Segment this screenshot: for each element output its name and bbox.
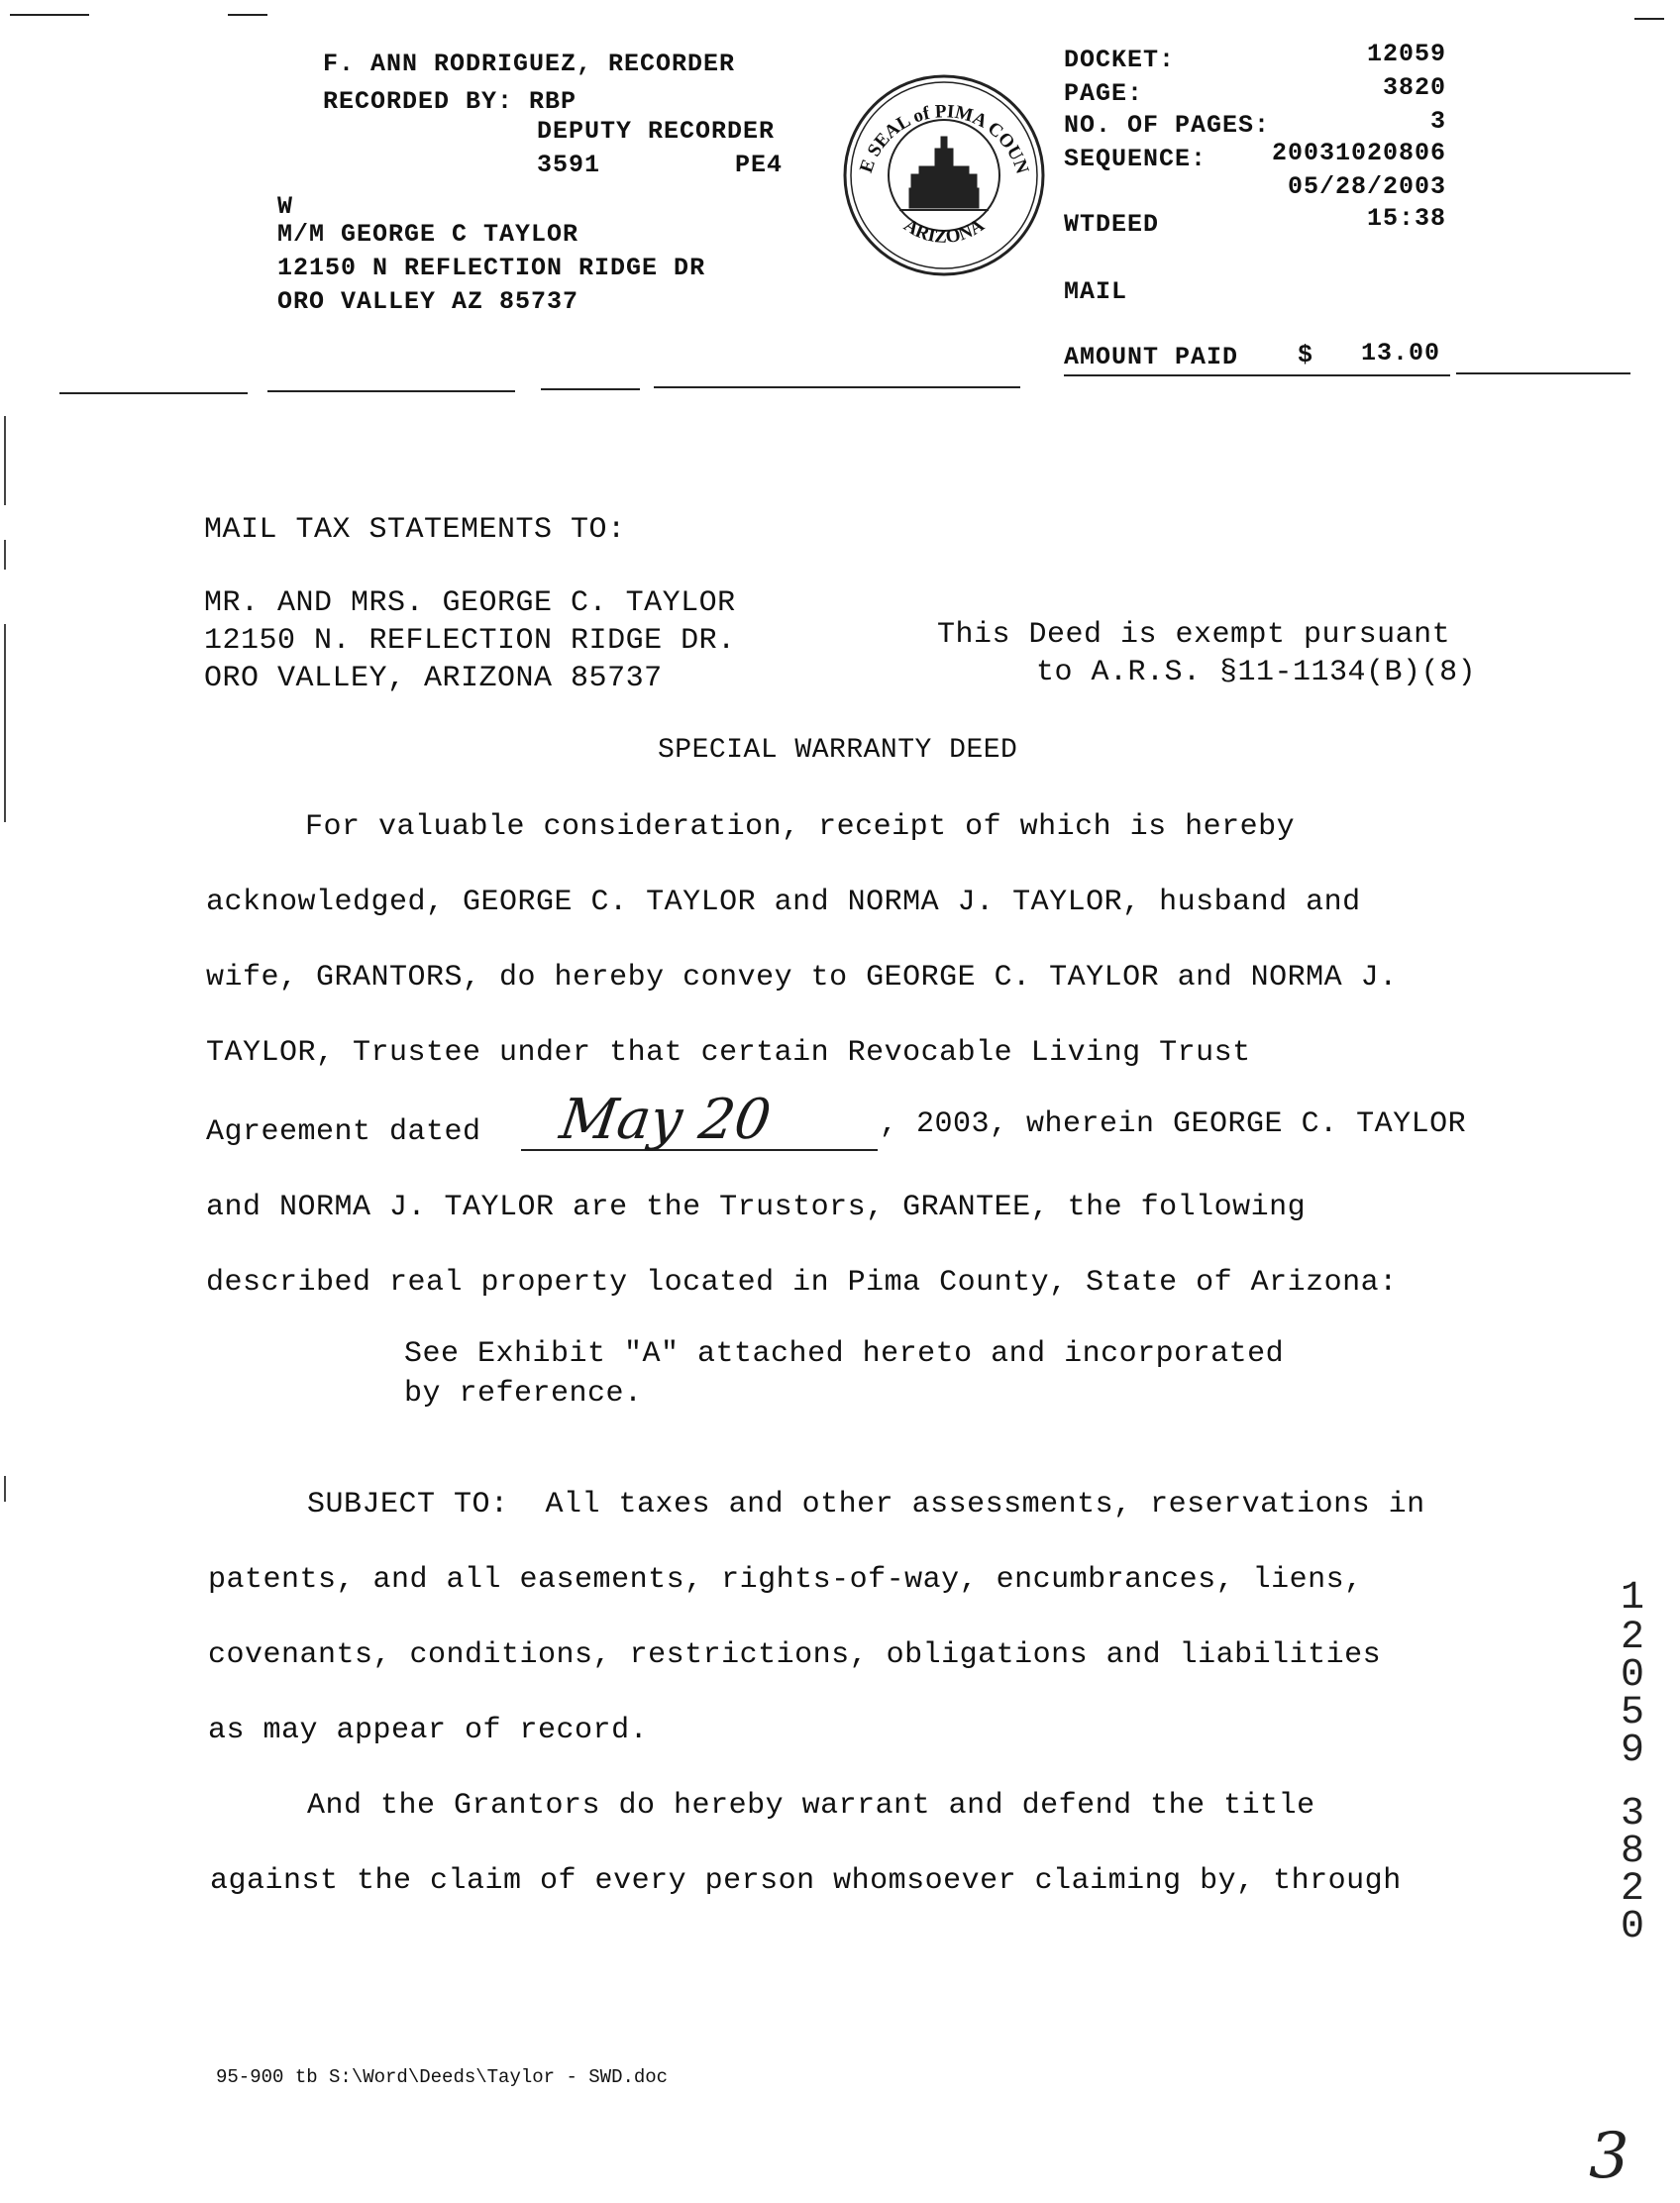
- margin-page-digit: 3: [1621, 1792, 1645, 1836]
- top-scan-rule-1: [10, 14, 89, 16]
- deputy-recorder: DEPUTY RECORDER: [537, 117, 776, 146]
- docket-value: 12059: [1366, 40, 1446, 68]
- subject-line-3: covenants, conditions, restrictions, obligations and liabilities: [208, 1638, 1382, 1672]
- page-number: 3: [1589, 2120, 1629, 2193]
- mail-tax-street: 12150 N. REFLECTION RIDGE DR.: [204, 624, 736, 658]
- header-rule-1: [59, 392, 248, 394]
- recorder-code-number: 3591: [537, 151, 601, 179]
- footer-file-reference: 95-900 tb S:\Word\Deeds\Taylor - SWD.doc: [216, 2066, 669, 2088]
- seal-bottom-text: ARIZONA: [899, 214, 989, 249]
- county-seal: [840, 71, 1048, 279]
- top-scan-rule-2: [228, 14, 267, 16]
- header-rule-2: [267, 390, 515, 392]
- sequence-value: 20031020806: [1271, 139, 1446, 167]
- deed-title: SPECIAL WARRANTY DEED: [658, 735, 1018, 766]
- amount-value: 13.00: [1361, 339, 1441, 367]
- document-type: WTDEED: [1064, 210, 1160, 239]
- seal-graphic: [840, 71, 1048, 279]
- margin-docket-digit: 5: [1621, 1691, 1645, 1735]
- margin-docket-digit: 9: [1621, 1729, 1645, 1773]
- header-rule-4: [654, 386, 1020, 388]
- margin-mark-2: [4, 540, 6, 570]
- p1-tail-2: described real property located in Pima County, State of Arizona:: [206, 1266, 1398, 1300]
- warrant-line-1: And the Grantors do hereby warrant and defend the title: [307, 1789, 1315, 1823]
- recorded-by: RECORDED BY: RBP: [323, 87, 578, 116]
- amount-label: AMOUNT PAID: [1064, 343, 1239, 371]
- margin-mark-1: [4, 416, 6, 505]
- subject-line-2: patents, and all easements, rights-of-way, encumbrances, liens,: [208, 1563, 1363, 1597]
- margin-docket-digit: 0: [1621, 1653, 1645, 1698]
- p1-line-2: acknowledged, GEORGE C. TAYLOR and NORMA J. TAYLOR, husband and: [206, 886, 1361, 919]
- margin-page-digit: 0: [1621, 1905, 1645, 1949]
- agreement-suffix: , 2003, wherein GEORGE C. TAYLOR: [880, 1107, 1467, 1141]
- exemption-line-2: to A.R.S. §11-1134(B)(8): [1036, 656, 1477, 689]
- subject-line-1: SUBJECT TO: All taxes and other assessments, reservations in: [307, 1488, 1425, 1521]
- sequence-label: SEQUENCE:: [1064, 145, 1208, 173]
- handwritten-date: May 20: [556, 1088, 775, 1152]
- exhibit-line-1: See Exhibit "A" attached hereto and incorporated: [404, 1337, 1285, 1371]
- margin-docket-digit: 2: [1621, 1616, 1645, 1660]
- w-mark: W: [277, 192, 294, 221]
- warrant-line-2: against the claim of every person whomsoever claiming by, through: [210, 1864, 1402, 1898]
- p1-line-4: TAYLOR, Trustee under that certain Revocable Living Trust: [206, 1036, 1251, 1070]
- addressee-street: 12150 N REFLECTION RIDGE DR: [277, 254, 706, 282]
- header-rule-3: [541, 388, 640, 390]
- exhibit-line-2: by reference.: [404, 1377, 643, 1411]
- recorder-name: F. ANN RODRIGUEZ, RECORDER: [323, 50, 736, 78]
- margin-page-digit: 2: [1621, 1867, 1645, 1912]
- page-label: PAGE:: [1064, 79, 1144, 108]
- subject-line-4: as may appear of record.: [208, 1714, 649, 1747]
- p1-tail-1: and NORMA J. TAYLOR are the Trustors, GRANTEE, the following: [206, 1191, 1307, 1224]
- mail-label: MAIL: [1064, 277, 1128, 306]
- seal-building-icon: [899, 137, 989, 210]
- recording-date: 05/28/2003: [1287, 172, 1446, 201]
- agreement-prefix: Agreement dated: [206, 1115, 481, 1149]
- page-value: 3820: [1382, 73, 1446, 102]
- seal-top-text: E SEAL of PIMA COUN: [855, 101, 1033, 177]
- mail-tax-name: MR. AND MRS. GEORGE C. TAYLOR: [204, 586, 736, 620]
- mail-tax-heading: MAIL TAX STATEMENTS TO:: [204, 513, 626, 547]
- p1-line-3: wife, GRANTORS, do hereby convey to GEORGE C. TAYLOR and NORMA J.: [206, 961, 1398, 995]
- p1-line-1: For valuable consideration, receipt of which is hereby: [305, 810, 1296, 844]
- header-rule-5: [1064, 374, 1450, 376]
- addressee-name: M/M GEORGE C TAYLOR: [277, 220, 579, 249]
- pages-label: NO. OF PAGES:: [1064, 111, 1271, 140]
- margin-mark-3: [4, 624, 6, 822]
- margin-docket-digit: 1: [1621, 1576, 1645, 1621]
- header-rule-6: [1456, 372, 1630, 374]
- pages-value: 3: [1429, 107, 1446, 136]
- docket-label: DOCKET:: [1064, 46, 1176, 74]
- margin-page-digit: 8: [1621, 1830, 1645, 1874]
- recording-time: 15:38: [1366, 204, 1446, 233]
- top-scan-rule-3: [1634, 18, 1664, 20]
- amount-currency: $: [1298, 341, 1314, 369]
- recorder-code-pe: PE4: [735, 151, 784, 179]
- margin-mark-4: [4, 1476, 6, 1502]
- mail-tax-city: ORO VALLEY, ARIZONA 85737: [204, 662, 663, 695]
- addressee-city: ORO VALLEY AZ 85737: [277, 287, 579, 316]
- exemption-line-1: This Deed is exempt pursuant: [937, 618, 1451, 652]
